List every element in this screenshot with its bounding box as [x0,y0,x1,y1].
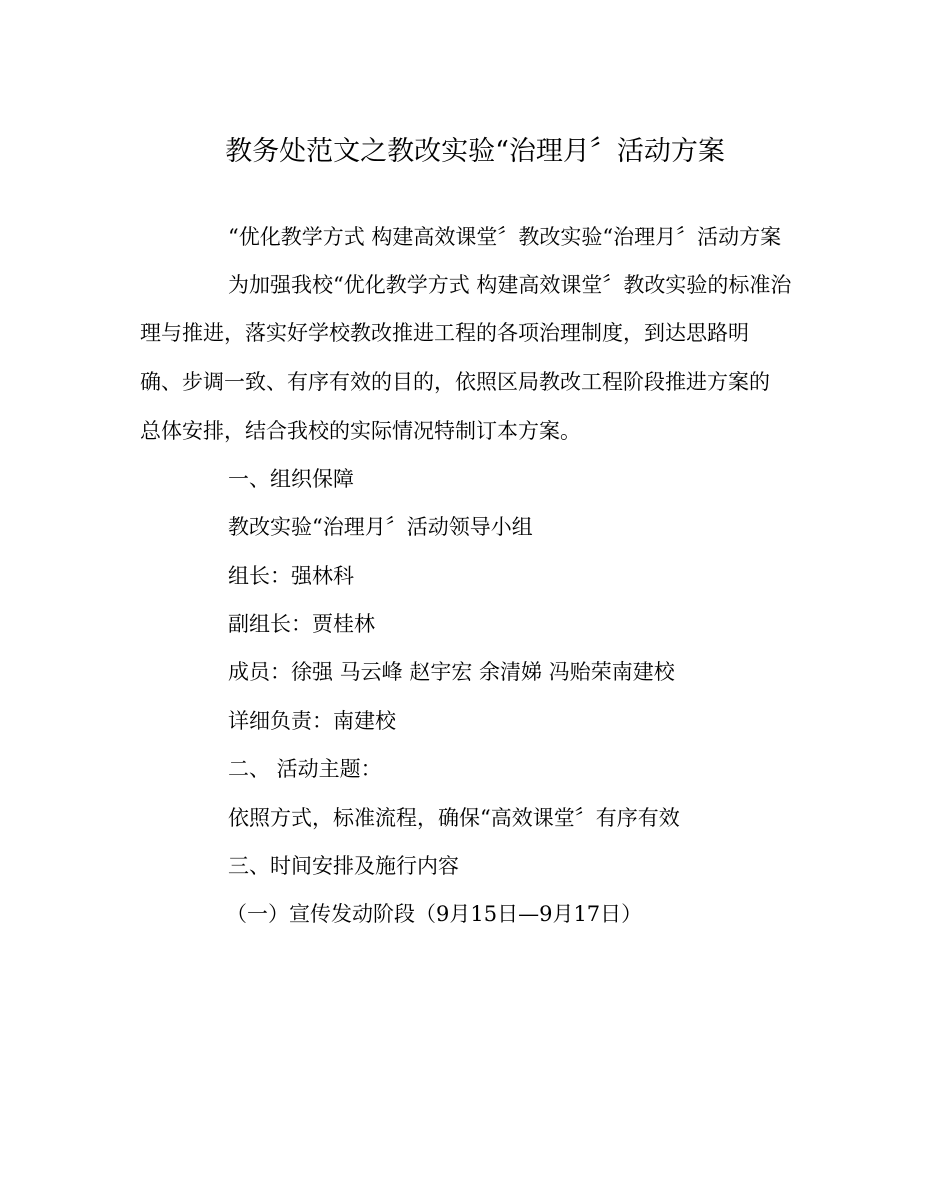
leading-group-name: 教改实验“治理月〞活动领导小组 [228,515,533,539]
group-members: 成员：徐强 马云峰 赵宇宏 余清娣 冯贻荣南建校 [228,660,675,684]
responsible-person: 详细负责：南建校 [228,709,396,733]
document-title: 教务处范文之教改实验“治理月〞活动方案 [225,136,725,167]
group-leader: 组长：强林科 [228,564,354,588]
document-subtitle: “优化教学方式 构建高效课堂〞教改实验“治理月〞活动方案 [228,225,782,249]
intro-line-3: 确、步调一致、有序有效的目的，依照区局教改工程阶段推进方案的 [140,370,770,394]
intro-line-2: 理与推进，落实好学校教改推进工程的各项治理制度，到达思路明 [140,321,749,345]
deputy-leader: 副组长：贾桂林 [228,612,375,636]
section-heading-organization: 一、组织保障 [228,467,354,491]
activity-theme: 依照方式，标准流程，确保“高效课堂〞有序有效 [228,806,680,830]
section-heading-theme: 二、 活动主题： [228,757,382,781]
intro-line-4: 总体安排，结合我校的实际情况特制订本方案。 [140,419,581,443]
schedule-stage-1: （一）宣传发动阶段（9月15日—9月17日） [226,902,643,926]
intro-line-1: 为加强我校“优化教学方式 构建高效课堂〞教改实验的标准治 [228,273,792,297]
section-heading-schedule: 三、时间安排及施行内容 [228,854,459,878]
